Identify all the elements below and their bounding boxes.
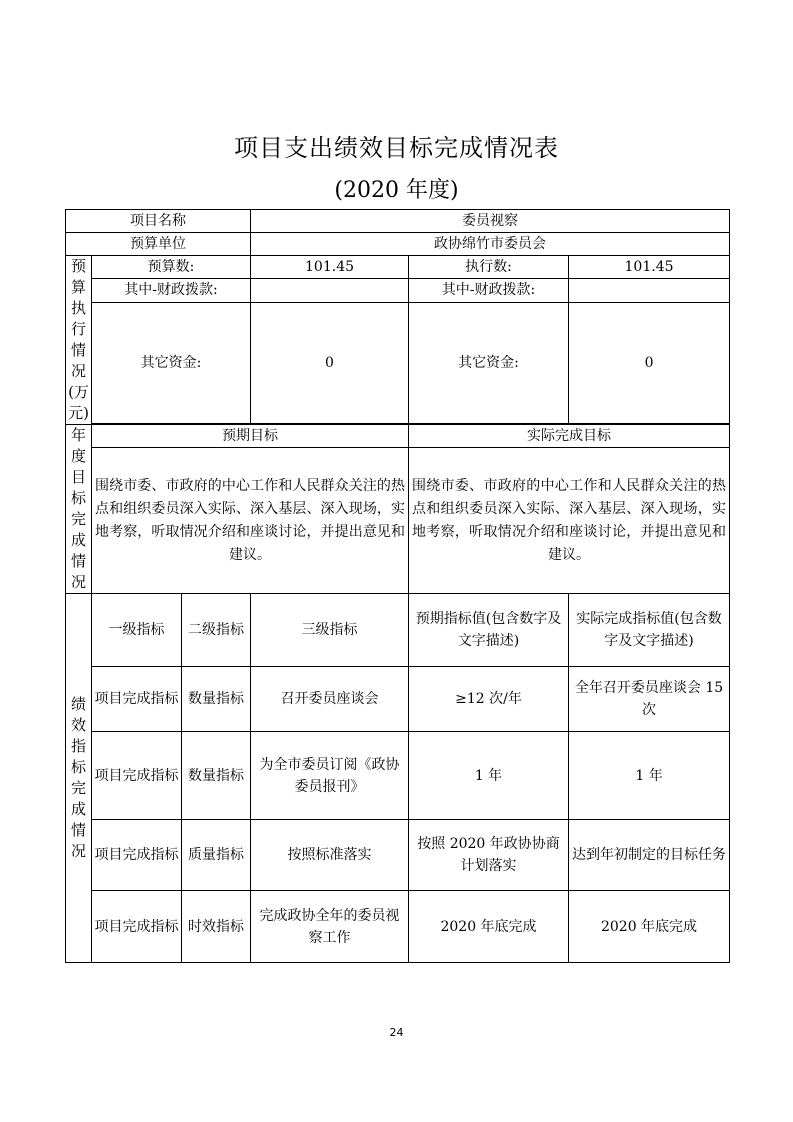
table-row (66, 448, 730, 594)
row1-level1: 项目完成指标 (92, 667, 182, 732)
row3-level1: 项目完成指标 (92, 820, 182, 891)
fiscal-label-left: 其中-财政拨款: (92, 279, 251, 302)
other-funds-label-right: 其它资金: (409, 302, 569, 423)
table-row (66, 667, 730, 732)
budget-unit-value: 政协绵竹市委员会 (251, 233, 730, 256)
row3-actual: 达到年初制定的目标任务 (569, 820, 730, 891)
row4-level3: 完成政协全年的委员视察工作 (251, 891, 409, 963)
row3-level3: 按照标准落实 (251, 820, 409, 891)
table-row (66, 732, 730, 820)
actual-target-header: 实际完成目标 (409, 425, 730, 448)
row4-level2: 时效指标 (182, 891, 251, 963)
table-row (66, 256, 730, 279)
page-subtitle-year: (2020 年度) (334, 178, 459, 203)
fiscal-value-left (251, 279, 409, 302)
fiscal-label-right: 其中-财政拨款: (409, 279, 569, 302)
budget-amount-value: 101.45 (251, 256, 409, 279)
table-row (66, 425, 730, 448)
project-name-label: 项目名称 (66, 210, 251, 233)
page-title: 项目支出绩效目标完成情况表 (234, 134, 559, 162)
annual-section-label: 年度目标完成情况 (66, 425, 92, 594)
table-row (66, 210, 730, 233)
table-row (66, 594, 730, 667)
exec-amount-label: 执行数: (409, 256, 569, 279)
row1-level2: 数量指标 (182, 667, 251, 732)
row1-level3: 召开委员座谈会 (251, 667, 409, 732)
actual-target-text: 围绕市委、市政府的中心工作和人民群众关注的热点和组织委员深入实际、深入基层、深入现场，实地考察，听取情况介绍和座谈讨论，并提出意见和建议。 (409, 448, 730, 594)
row4-expected: 2020 年底完成 (409, 891, 569, 963)
row3-expected: 按照 2020 年政协协商计划落实 (409, 820, 569, 891)
page-number: 24 (389, 1026, 404, 1039)
row2-level2: 数量指标 (182, 732, 251, 820)
budget-section-label: 预算执行情况(万元) (66, 256, 92, 425)
project-name-value: 委员视察 (251, 210, 730, 233)
row1-expected: ≥12 次/年 (409, 667, 569, 732)
header-expected-value: 预期指标值(包含数字及文字描述) (409, 594, 569, 667)
budget-unit-label: 预算单位 (66, 233, 251, 256)
table-row (66, 279, 730, 302)
header-level2: 二级指标 (182, 594, 251, 667)
row3-level2: 质量指标 (182, 820, 251, 891)
header-level3: 三级指标 (251, 594, 409, 667)
other-funds-label-left: 其它资金: (92, 302, 251, 423)
budget-amount-label: 预算数: (92, 256, 251, 279)
table-row (66, 820, 730, 891)
expected-target-text: 围绕市委、市政府的中心工作和人民群众关注的热点和组织委员深入实际、深入基层、深入现场，实地考察，听取情况介绍和座谈讨论，并提出意见和建议。 (92, 448, 409, 594)
row2-expected: 1 年 (409, 732, 569, 820)
row1-actual: 全年召开委员座谈会 15 次 (569, 667, 730, 732)
row4-level1: 项目完成指标 (92, 891, 182, 963)
table-row (66, 891, 730, 963)
row4-actual: 2020 年底完成 (569, 891, 730, 963)
other-funds-value-left: 0 (251, 302, 409, 423)
row2-actual: 1 年 (569, 732, 730, 820)
row2-level3: 为全市委员订阅《政协委员报刊》 (251, 732, 409, 820)
header-level1: 一级指标 (92, 594, 182, 667)
table-row (66, 302, 730, 423)
other-funds-value-right: 0 (569, 302, 730, 423)
table-row (66, 233, 730, 256)
row2-level1: 项目完成指标 (92, 732, 182, 820)
expected-target-header: 预期目标 (92, 425, 409, 448)
exec-amount-value: 101.45 (569, 256, 730, 279)
indicators-section-label: 绩效指标完成情况 (66, 594, 92, 963)
performance-table (65, 209, 730, 963)
fiscal-value-right (569, 279, 730, 302)
header-actual-value: 实际完成指标值(包含数字及文字描述) (569, 594, 730, 667)
